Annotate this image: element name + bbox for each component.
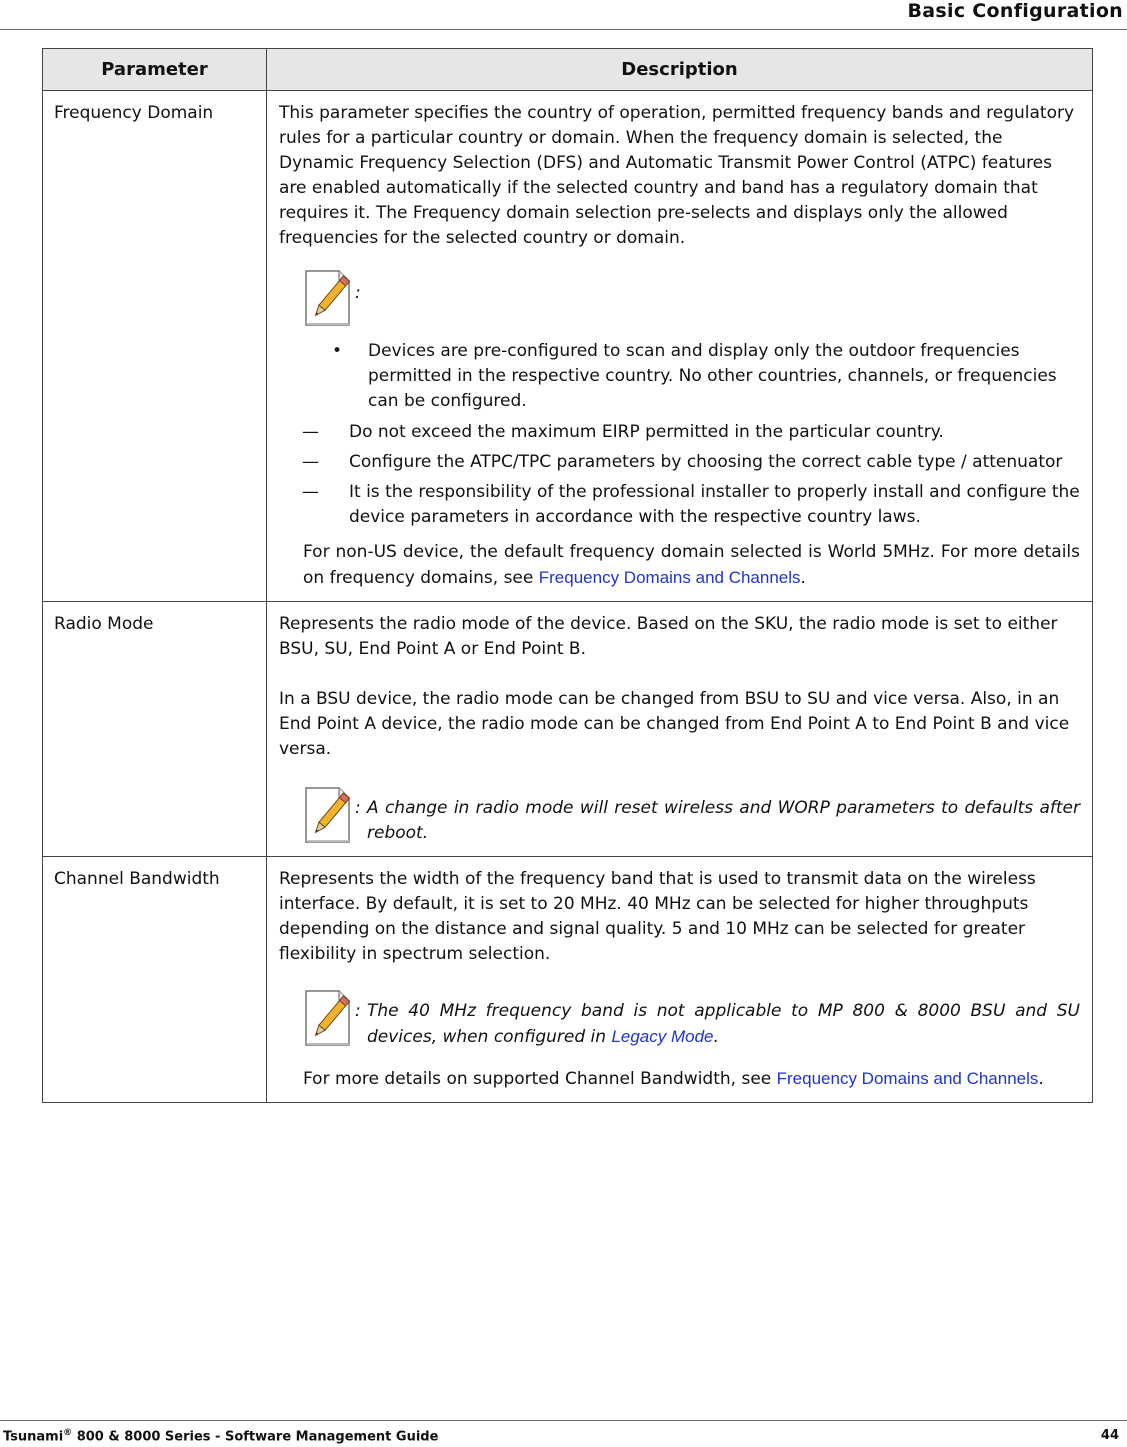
note-text-body: The 40 MHz frequency band is not applicable to MP 800 & 8000 BSU and SU devices, when configured in [367,1001,1080,1047]
list-item: — Do not exceed the maximum EIRP permitted in the particular country. [349,420,1080,445]
description-text: In a BSU device, the radio mode can be changed from BSU to SU and vice versa. Also, in an End Point A device, the radio mode can be changed from End Point A to End Point B and vice versa. [279,689,1070,759]
table-row [43,91,1093,602]
list-item: — It is the responsibility of the professional installer to properly install and configure the device parameters in accordance with the respective country laws. [349,480,1080,530]
parameter-name: Channel Bandwidth [43,857,267,1103]
description-text: This parameter specifies the country of operation, permitted frequency bands and regulatory rules for a particular country or domain. When the frequency domain is selected, the Dynamic Frequency Selection (DFS) and Automatic Transmit Power Control (ATPC) features are enabled automatically if the selected country and band has a regulatory domain that requires it. The Frequency domain selection pre-selects and displays only the allowed frequencies for the selected country or domain. [279,103,1075,248]
page-header-title: Basic Configuration [907,0,1123,22]
note-text [367,999,1080,1050]
footer-guide-title [3,1428,438,1444]
table-header-row [43,49,1093,91]
parameter-name: Frequency Domain [43,91,267,602]
footer-guide-rest: 800 & 8000 Series - Software Management Guide [72,1429,439,1445]
description-text: Represents the radio mode of the device. Based on the SKU, the radio mode is set to either BSU, SU, End Point A or End Point B. [279,614,1058,659]
note-period: . [713,1027,719,1047]
description-text: Represents the width of the frequency band that is used to transmit data on the wireless interface. By default, it is set to 20 MHz. 40 MHz can be selected for higher throughputs depending on the distance and signal quality. 5 and 10 MHz can be selected for greater flexibility in spectrum selection. [279,869,1036,964]
note-colon: : [355,1001,361,1021]
list-item: • Devices are pre-configured to scan and display only the outdoor frequencies permitted in the respective country. No other countries, channels, or frequencies can be configured. [368,339,1080,414]
closing-period: . [1038,1069,1044,1089]
note-block [303,987,1080,1050]
closing-paragraph [303,1066,1080,1092]
frequency-domains-link[interactable]: Frequency Domains and Channels [776,1069,1039,1088]
closing-paragraph [303,540,1080,591]
header-divider [0,29,1127,30]
closing-text: For more details on supported Channel Bandwidth, see [303,1069,777,1089]
note-block [303,267,1080,327]
note-pencil-icon [303,784,353,844]
parameter-description [267,602,1093,857]
note-block [303,784,1080,846]
closing-text: For non-US device, the default frequency domain selected is World 5MHz. For more details on frequency domains, see [303,542,1080,588]
table-row [43,857,1093,1103]
note-pencil-icon [303,987,353,1047]
dash-list [279,420,1080,530]
parameter-description [267,857,1093,1103]
note-text: A change in radio mode will reset wireless and WORP parameters to defaults after reboot. [367,798,1080,843]
parameter-name: Radio Mode [43,602,267,857]
page-number: 44 [1100,1428,1119,1443]
parameter-table [42,48,1093,1103]
legacy-mode-link[interactable]: Legacy Mode [611,1027,714,1046]
parameter-description [267,91,1093,602]
closing-period: . [800,568,806,588]
column-header-description: Description [267,49,1093,91]
note-colon: : [355,283,361,303]
footer-brand: Tsunami [3,1429,64,1445]
table-row [43,602,1093,857]
note-colon: : [355,798,361,818]
footer-reg-mark: ® [63,1428,73,1438]
column-header-parameter: Parameter [43,49,267,91]
note-pencil-icon [303,267,353,327]
list-item: — Configure the ATPC/TPC parameters by choosing the correct cable type / attenuator [349,450,1080,475]
bullet-list [279,339,1080,414]
footer-divider [0,1420,1127,1421]
frequency-domains-link[interactable]: Frequency Domains and Channels [538,568,801,587]
